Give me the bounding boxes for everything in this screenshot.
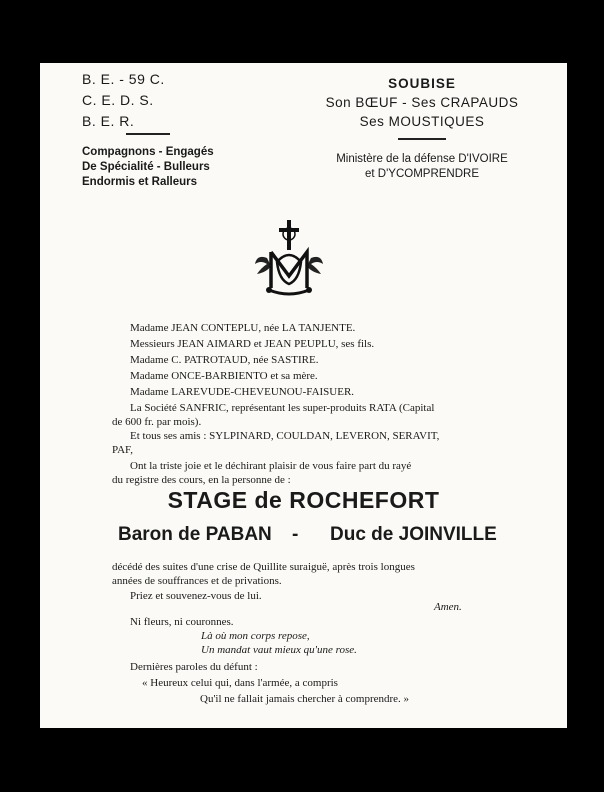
left-header-sub-line: De Spécialité - Bulleurs: [82, 161, 210, 173]
amen-line: Amen.: [434, 601, 462, 613]
left-header-line: B. E. - 59 C.: [82, 71, 165, 87]
cross-emblem-icon: [253, 218, 325, 300]
right-header-line: Son BŒUF - Ses CRAPAUDS: [325, 95, 519, 110]
mourner-line: Messieurs JEAN AIMARD et JEAN PEUPLU, ses fils.: [130, 338, 375, 350]
announce-line: du registre des cours, en la personne de :: [112, 474, 291, 486]
flowers-line: Ni fleurs, ni couronnes.: [130, 616, 234, 628]
left-header-sub-line: Compagnons - Engagés: [82, 146, 214, 158]
mourner-line: Madame LAREVUDE-CHEVEUNOU-FAISUER.: [130, 386, 355, 398]
pray-line: Priez et souvenez-vous de lui.: [130, 590, 262, 602]
society-line: La Société SANFRIC, représentant les super-produits RATA (Capital: [130, 402, 435, 414]
main-title: STAGE de ROCHEFORT: [167, 487, 440, 513]
last-words-line: Qu'il ne fallait jamais chercher à comprendre. »: [200, 693, 410, 705]
friends-line: Et tous ses amis : SYLPINARD, COULDAN, LEVERON, SERAVIT,: [130, 430, 440, 442]
right-header-line: Ses MOUSTIQUES: [359, 114, 485, 129]
mourner-line: Madame C. PATROTAUD, née SASTIRE.: [130, 354, 319, 366]
right-header-sub: [310, 152, 534, 182]
last-words-line: « Heureux celui qui, dans l'armée, a compris: [142, 677, 338, 689]
left-header-line: B. E. R.: [82, 113, 135, 129]
left-header-sub-line: Endormis et Ralleurs: [82, 176, 198, 188]
name-separator: -: [292, 524, 299, 545]
right-header-sub-line: et D'YCOMPRENDRE: [364, 168, 480, 180]
right-header-sub-line: Ministère de la défense D'IVOIRE: [336, 153, 508, 165]
friends-line: PAF,: [112, 444, 134, 456]
left-header-lines: [82, 69, 165, 132]
mourner-line: Madame JEAN CONTEPLU, née LA TANJENTE.: [130, 322, 356, 334]
right-header-line: SOUBISE: [388, 76, 456, 91]
right-header-lines: [310, 74, 534, 131]
left-header-sub: [82, 145, 214, 190]
last-words-label: Dernières paroles du défunt :: [130, 661, 258, 673]
death-line: décédé des suites d'une crise de Quillite suraiguë, après trois longues: [112, 561, 415, 573]
poem-line: Un mandat vaut mieux qu'une rose.: [201, 644, 357, 656]
name-right: Duc de JOINVILLE: [330, 524, 497, 545]
document-page: [40, 63, 567, 728]
poem-line: Là où mon corps repose,: [201, 630, 310, 642]
announce-line: Ont la triste joie et le déchirant plaisir de vous faire part du rayé: [130, 460, 412, 472]
divider: [126, 133, 170, 135]
name-left: Baron de PABAN: [118, 524, 272, 545]
death-line: années de souffrances et de privations.: [112, 575, 282, 587]
mourner-line: Madame ONCE-BARBIENTO et sa mère.: [130, 370, 318, 382]
society-line: de 600 fr. par mois).: [112, 416, 202, 428]
divider: [398, 138, 446, 140]
left-header-line: C. E. D. S.: [82, 92, 154, 108]
